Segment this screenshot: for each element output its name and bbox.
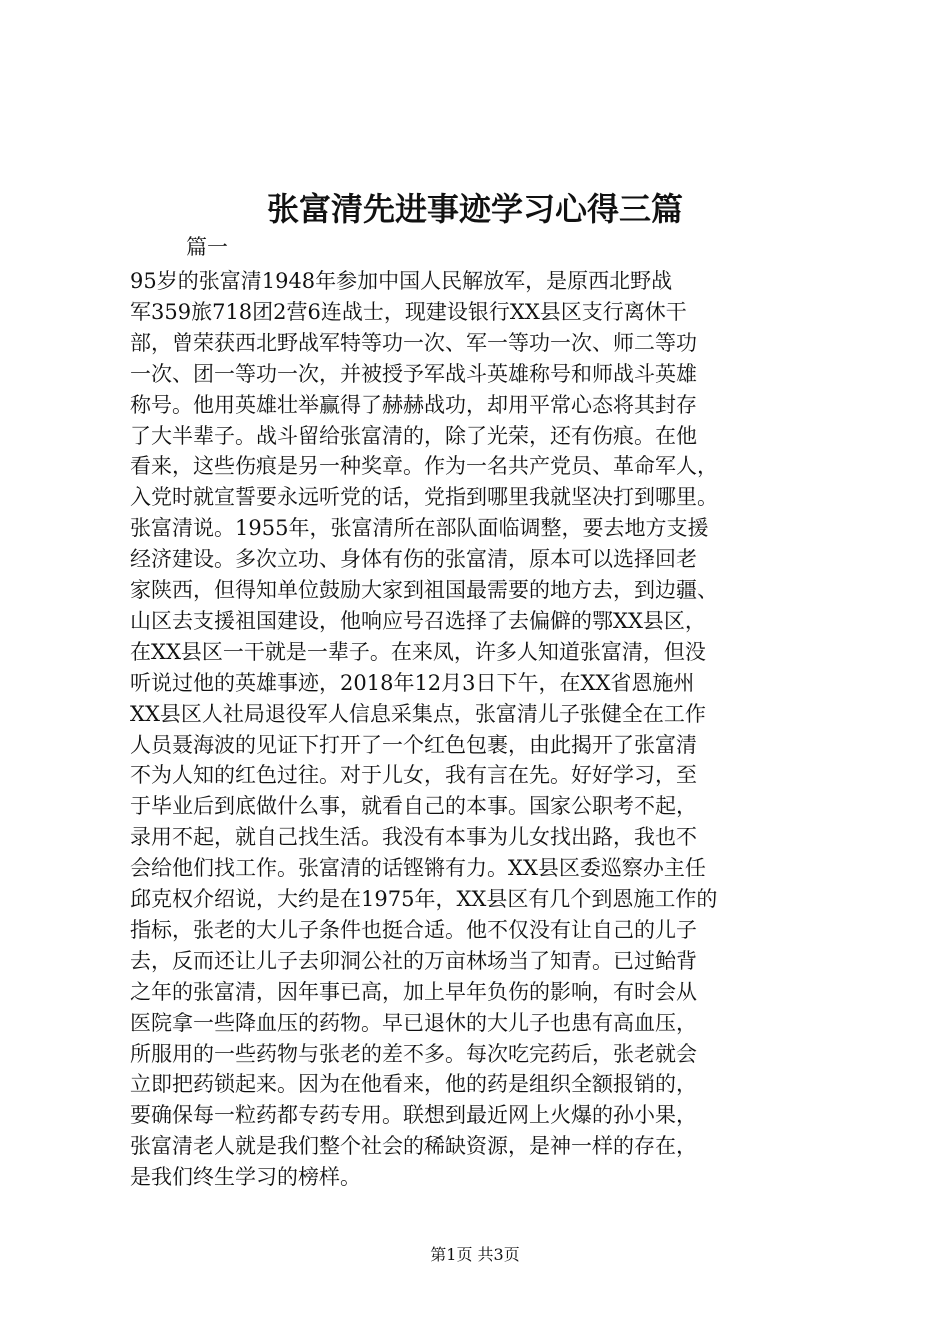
body-line: 不为人知的红色过往。对于儿女，我有言在先。好好学习，至: [130, 763, 697, 788]
body-line: 所服用的一些药物与张老的差不多。每次吃完药后，张老就会: [130, 1041, 697, 1066]
body-line: 经济建设。多次立功、身体有伤的张富清，原本可以选择回老: [130, 547, 697, 572]
body-line: 军359旅718团2营6连战士，现建设银行XX县区支行离休干: [130, 299, 687, 324]
body-line: 家陕西，但得知单位鼓励大家到祖国最需要的地方去，到边疆、: [130, 578, 718, 602]
body-line: 部，曾荣获西北野战军特等功一次、军一等功一次、师二等功: [130, 330, 697, 355]
body-line: 于毕业后到底做什么事，就看自己的本事。国家公职考不起，: [130, 794, 697, 819]
body-line: 入党时就宣誓要永远听党的话，党指到哪里我就坚决打到哪里。: [130, 485, 718, 510]
body-line: 张富清老人就是我们整个社会的稀缺资源，是神一样的存在，: [130, 1134, 697, 1159]
body-line: 称号。他用英雄壮举赢得了赫赫战功，却用平常心态将其封存: [130, 392, 697, 417]
body-line: 录用不起，就自己找生活。我没有本事为儿女找出路，我也不: [130, 825, 697, 850]
page-title: 张富清先进事迹学习心得三篇: [266, 190, 683, 228]
body-line: 看来，这些伤痕是另一种奖章。作为一名共产党员、革命军人，: [130, 454, 718, 479]
body-line: 去，反而还让儿子去卯洞公社的万亩林场当了知青。已过鲐背: [130, 948, 697, 973]
body-line: 立即把药锁起来。因为在他看来，他的药是组织全额报销的，: [130, 1072, 697, 1097]
body-line: 邱克权介绍说，大约是在1975年，XX县区有几个到恩施工作的: [130, 887, 718, 911]
body-line: 指标，张老的大儿子条件也挺合适。他不仅没有让自己的儿子: [130, 917, 697, 942]
body-line: 之年的张富清，因年事已高，加上早年负伤的影响，有时会从: [130, 979, 697, 1004]
page-footer: 第1页 共3页: [430, 1245, 520, 1264]
body-line: 要确保每一粒药都专药专用。联想到最近网上火爆的孙小果，: [130, 1103, 697, 1128]
body-line: 张富清说。1955年，张富清所在部队面临调整，要去地方支援: [130, 516, 709, 541]
body-line: 一次、团一等功一次，并被授予军战斗英雄称号和师战斗英雄: [130, 361, 697, 386]
body-line: 听说过他的英雄事迹，2018年12月3日下午，在XX省恩施州: [130, 670, 695, 695]
body-line: 山区去支援祖国建设，他响应号召选择了去偏僻的鄂XX县区，: [130, 608, 706, 633]
body-line: 了大半辈子。战斗留给张富清的，除了光荣，还有伤痕。在他: [130, 423, 697, 448]
body-line: 会给他们找工作。张富清的话铿锵有力。XX县区委巡察办主任: [130, 856, 706, 881]
body-line: XX县区人社局退役军人信息采集点，张富清儿子张健全在工作: [130, 701, 706, 726]
body-line: 是我们终生学习的榜样。: [130, 1165, 361, 1190]
body-line: 95岁的张富清1948年参加中国人民解放军，是原西北野战: [130, 269, 673, 293]
body-line: 医院拿一些降血压的药物。早已退休的大儿子也患有高血压，: [130, 1010, 697, 1035]
section-label: 篇一: [186, 235, 228, 259]
body-line: 在XX县区一干就是一辈子。在来凤，许多人知道张富清，但没: [130, 639, 706, 664]
body-line: 人员聂海波的见证下打开了一个红色包裹，由此揭开了张富清: [130, 732, 697, 757]
